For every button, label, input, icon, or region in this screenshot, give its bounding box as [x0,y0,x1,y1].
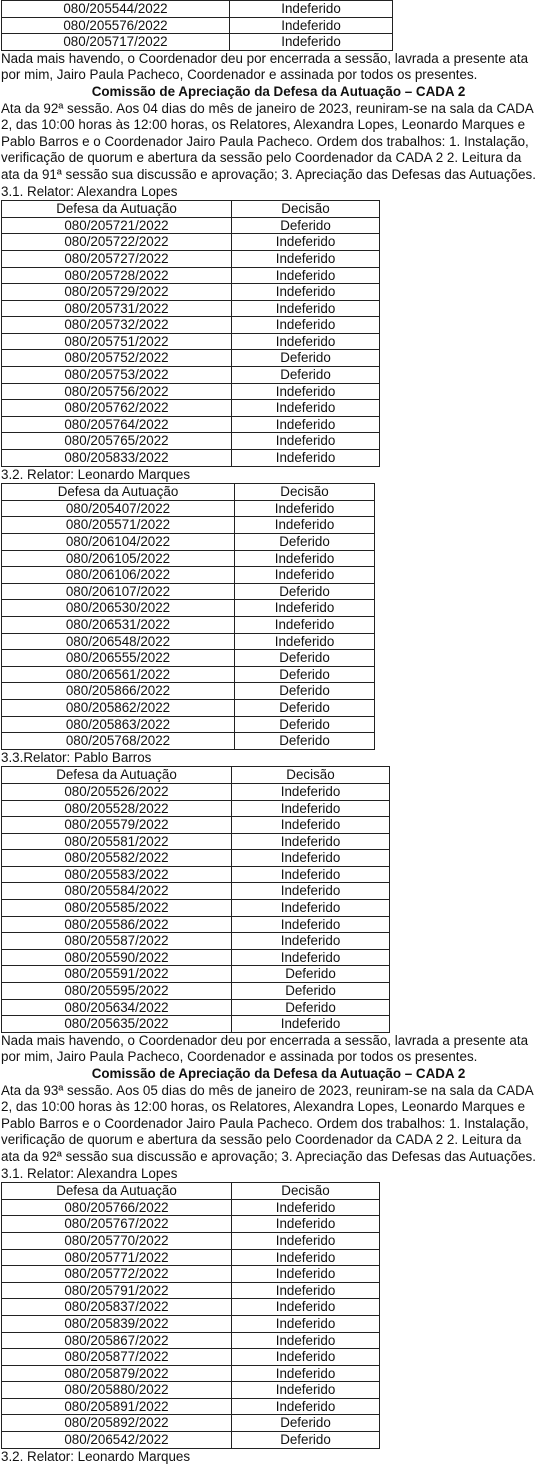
decision-value: Indeferido [232,850,390,867]
defesa-number: 080/205753/2022 [2,367,232,384]
table-row [2,217,380,234]
table-row [2,1,393,18]
relator-heading: 3.2. Relator: Leonardo Marques [1,1448,191,1464]
decision-value: Indeferido [232,317,380,334]
decision-value: Indeferido [230,1,393,18]
defesa-number: 080/205751/2022 [2,333,232,350]
table-row [2,916,390,933]
defesa-number: 080/205722/2022 [2,234,232,251]
table-row [2,800,390,817]
table-row [2,883,390,900]
decision-value: Deferido [235,699,375,716]
table-row [2,1415,380,1432]
decision-value: Indeferido [232,800,390,817]
defesa-number: 080/205544/2022 [2,1,230,18]
column-header-decisao: Decisão [232,201,380,218]
defesa-number: 080/205891/2022 [2,1398,232,1415]
decision-value: Indeferido [232,333,380,350]
defesa-number: 080/205582/2022 [2,850,232,867]
table-row [2,1266,380,1283]
table-row [2,1332,380,1349]
defesa-number: 080/205585/2022 [2,900,232,917]
defesa-number: 080/205866/2022 [2,683,235,700]
decision-value: Indeferido [232,933,390,950]
table-row [2,34,393,51]
decision-value: Indeferido [235,600,375,617]
defesa-number: 080/205867/2022 [2,1332,232,1349]
table-row [2,1432,380,1449]
table-row [2,567,375,584]
decision-value: Deferido [232,367,380,384]
defesa-number: 080/205729/2022 [2,284,232,301]
defesa-number: 080/205766/2022 [2,1199,232,1216]
defesa-number: 080/205752/2022 [2,350,232,367]
decision-value: Indeferido [235,517,375,534]
minutes-line: ata da 92ª sessão sua discussão e aprovação; 3. Apreciação das Defesas das Autuações. [1,1148,536,1164]
column-header-decisao: Decisão [235,484,375,501]
minutes-line: 2, das 10:00 horas às 12:00 horas, os Relatores, Alexandra Lopes, Leonardo Marques e [1,1099,526,1115]
table-row [2,666,375,683]
defesa-number: 080/205771/2022 [2,1249,232,1266]
decision-value: Deferido [232,1415,380,1432]
table-row [2,267,380,284]
decision-value: Indeferido [235,500,375,517]
decision-value: Indeferido [232,1266,380,1283]
decision-value: Indeferido [232,416,380,433]
decision-value: Deferido [232,999,390,1016]
defesa-number: 080/206542/2022 [2,1432,232,1449]
relator-heading: 3.3.Relator: Pablo Barros [1,749,152,765]
decision-value: Indeferido [235,616,375,633]
decision-value: Indeferido [232,1349,380,1366]
defesa-number: 080/205837/2022 [2,1299,232,1316]
decision-value: Indeferido [232,284,380,301]
defesa-number: 080/205728/2022 [2,267,232,284]
minutes-line: Ata da 92ª sessão. Aos 04 dias do mês de janeiro de 2023, reuniram-se na sala da CADA [1,100,534,116]
defesa-number: 080/205717/2022 [2,34,230,51]
minutes-line: Pablo Barros e o Coordenador Jairo Paula Pacheco. Ordem dos trabalhos: 1. Instalação, [1,133,529,149]
defesa-number: 080/206106/2022 [2,567,235,584]
table-row [2,416,380,433]
defesa-number: 080/206105/2022 [2,550,235,567]
table-row [2,333,380,350]
defesa-number: 080/205768/2022 [2,733,235,750]
column-header-decisao: Decisão [232,767,390,784]
defesa-number: 080/205879/2022 [2,1365,232,1382]
decision-value: Deferido [235,583,375,600]
defesa-number: 080/205584/2022 [2,883,232,900]
defesa-number: 080/205765/2022 [2,433,232,450]
table-row [2,1216,380,1233]
decision-value: Indeferido [232,1232,380,1249]
decision-value: Indeferido [232,383,380,400]
table-row [2,234,380,251]
minutes-line: verificação de quorum e abertura da sessão pelo Coordenador da CADA 2 2. Leitura da [1,1132,522,1148]
decision-value: Indeferido [232,1282,380,1299]
decision-value: Indeferido [232,1382,380,1399]
table-row [2,450,380,467]
decision-value: Deferido [235,534,375,551]
defesa-number: 080/205590/2022 [2,949,232,966]
decision-value: Indeferido [232,250,380,267]
table-top-continuation [1,0,393,51]
table-row [2,1232,380,1249]
column-header-decisao: Decisão [232,1183,380,1200]
decision-value: Indeferido [232,949,390,966]
defesa-number: 080/205727/2022 [2,250,232,267]
table-row [2,517,375,534]
decision-value: Indeferido [232,433,380,450]
decision-value: Indeferido [232,1398,380,1415]
relator-heading: 3.2. Relator: Leonardo Marques [1,466,191,482]
table-row [2,699,375,716]
table-row [2,284,380,301]
defesa-number: 080/205579/2022 [2,817,232,834]
defesa-number: 080/205407/2022 [2,500,235,517]
closing-line: Nada mais havendo, o Coordenador deu por encerrada a sessão, lavrada a presente ata [1,50,529,66]
table-row [2,17,393,34]
decision-value: Indeferido [232,1249,380,1266]
column-header-defesa: Defesa da Autuação [2,201,232,218]
defesa-number: 080/205877/2022 [2,1349,232,1366]
decision-value: Indeferido [232,1216,380,1233]
decision-value: Indeferido [232,450,380,467]
table-row [2,949,390,966]
decision-value: Indeferido [232,234,380,251]
defesa-number: 080/205764/2022 [2,416,232,433]
table-row [2,400,380,417]
table-row [2,367,380,384]
decision-value: Indeferido [235,550,375,567]
decision-table [1,1182,380,1449]
decision-value: Indeferido [232,866,390,883]
table-row [2,433,380,450]
decision-value: Indeferido [232,1016,390,1033]
decision-value: Deferido [235,666,375,683]
decision-value: Deferido [235,733,375,750]
minutes-line: ata da 91ª sessão sua discussão e aprovação; 3. Apreciação das Defesas das Autuações. [1,166,536,182]
defesa-number: 080/205526/2022 [2,783,232,800]
table-row [2,999,390,1016]
table-row [2,650,375,667]
decision-value: Indeferido [232,833,390,850]
decision-value: Indeferido [235,633,375,650]
relator-heading: 3.1. Relator: Alexandra Lopes [1,1165,178,1181]
defesa-number: 080/205756/2022 [2,383,232,400]
decision-value: Indeferido [230,17,393,34]
table-row [2,683,375,700]
minutes-line: 2, das 10:00 horas às 12:00 horas, os Relatores, Alexandra Lopes, Leonardo Marques e [1,117,526,133]
table-row [2,1016,390,1033]
table-row [2,1349,380,1366]
table-row [2,1382,380,1399]
defesa-number: 080/205595/2022 [2,983,232,1000]
defesa-number: 080/205833/2022 [2,450,232,467]
table-row [2,1249,380,1266]
defesa-number: 080/205586/2022 [2,916,232,933]
defesa-number: 080/205767/2022 [2,1216,232,1233]
table-row [2,616,375,633]
table-row [2,900,390,917]
decision-value: Indeferido [232,400,380,417]
table-row [2,317,380,334]
defesa-number: 080/205862/2022 [2,699,235,716]
table-row [2,550,375,567]
decision-value: Indeferido [232,1332,380,1349]
defesa-number: 080/205863/2022 [2,716,235,733]
defesa-number: 080/205528/2022 [2,800,232,817]
table-row [2,733,375,750]
table-row [2,850,390,867]
table-row [2,866,390,883]
table-row [2,250,380,267]
table-row [2,633,375,650]
relator-heading: 3.1. Relator: Alexandra Lopes [1,183,178,199]
defesa-number: 080/205772/2022 [2,1266,232,1283]
defesa-number: 080/206107/2022 [2,583,235,600]
table-row [2,350,380,367]
decision-table [1,766,390,1033]
decision-value: Deferido [235,683,375,700]
table-row [2,1315,380,1332]
defesa-number: 080/206531/2022 [2,616,235,633]
decision-value: Deferido [232,1432,380,1449]
section-title: Comissão de Apreciação da Defesa da Autuação – CADA 2 [91,1066,466,1081]
decision-value: Indeferido [232,883,390,900]
table-row [2,534,375,551]
defesa-number: 080/205721/2022 [2,217,232,234]
minutes-line: verificação de quorum e abertura da sessão pelo Coordenador da CADA 2 2. Leitura da [1,150,522,166]
table-row [2,983,390,1000]
defesa-number: 080/205576/2022 [2,17,230,34]
table-row [2,716,375,733]
table-row [2,583,375,600]
column-header-defesa: Defesa da Autuação [2,767,232,784]
defesa-number: 080/205791/2022 [2,1282,232,1299]
defesa-number: 080/205762/2022 [2,400,232,417]
decision-value: Deferido [232,983,390,1000]
table-row [2,966,390,983]
minutes-line: Pablo Barros e o Coordenador Jairo Paula Pacheco. Ordem dos trabalhos: 1. Instalação, [1,1115,529,1131]
closing-line: por mim, Jairo Paula Pacheco, Coordenador e assinada por todos os presentes. [1,67,478,83]
table-row [2,933,390,950]
decision-value: Indeferido [230,34,393,51]
defesa-number: 080/206548/2022 [2,633,235,650]
decision-value: Indeferido [235,567,375,584]
decision-table [1,200,380,467]
decision-value: Indeferido [232,783,390,800]
table-row [2,1282,380,1299]
defesa-number: 080/205892/2022 [2,1415,232,1432]
section-title: Comissão de Apreciação da Defesa da Autuação – CADA 2 [91,83,466,99]
decision-value: Indeferido [232,1299,380,1316]
defesa-number: 080/205591/2022 [2,966,232,983]
table-row [2,833,390,850]
defesa-number: 080/205587/2022 [2,933,232,950]
decision-value: Indeferido [232,1199,380,1216]
defesa-number: 080/206530/2022 [2,600,235,617]
defesa-number: 080/205634/2022 [2,999,232,1016]
defesa-number: 080/205732/2022 [2,317,232,334]
defesa-number: 080/205839/2022 [2,1315,232,1332]
table-row [2,783,390,800]
table-row [2,600,375,617]
defesa-number: 080/205571/2022 [2,517,235,534]
decision-value: Indeferido [232,900,390,917]
decision-value: Indeferido [232,300,380,317]
decision-table [1,483,375,750]
decision-value: Indeferido [232,1315,380,1332]
defesa-number: 080/205635/2022 [2,1016,232,1033]
decision-value: Deferido [232,217,380,234]
decision-value: Indeferido [232,1365,380,1382]
decision-value: Indeferido [232,916,390,933]
defesa-number: 080/205581/2022 [2,833,232,850]
decision-value: Deferido [232,966,390,983]
defesa-number: 080/206555/2022 [2,650,235,667]
minutes-line: Ata da 93ª sessão. Aos 05 dias do mês de janeiro de 2023, reuniram-se na sala da CADA [1,1082,534,1098]
defesa-number: 080/206104/2022 [2,534,235,551]
decision-value: Indeferido [232,817,390,834]
table-row [2,300,380,317]
column-header-defesa: Defesa da Autuação [2,484,235,501]
defesa-number: 080/206561/2022 [2,666,235,683]
table-row [2,1299,380,1316]
defesa-number: 080/205731/2022 [2,300,232,317]
table-row [2,500,375,517]
decision-value: Deferido [235,650,375,667]
column-header-defesa: Defesa da Autuação [2,1183,232,1200]
decision-value: Deferido [232,350,380,367]
table-row [2,1398,380,1415]
table-row [2,817,390,834]
defesa-number: 080/205770/2022 [2,1232,232,1249]
defesa-number: 080/205583/2022 [2,866,232,883]
closing-line: por mim, Jairo Paula Pacheco, Coordenador e assinada por todos os presentes. [1,1049,478,1065]
closing-line: Nada mais havendo, o Coordenador deu por encerrada a sessão, lavrada a presente ata [1,1032,529,1048]
decision-value: Deferido [235,716,375,733]
defesa-number: 080/205880/2022 [2,1382,232,1399]
table-row [2,383,380,400]
decision-value: Indeferido [232,267,380,284]
table-row [2,1365,380,1382]
table-row [2,1199,380,1216]
